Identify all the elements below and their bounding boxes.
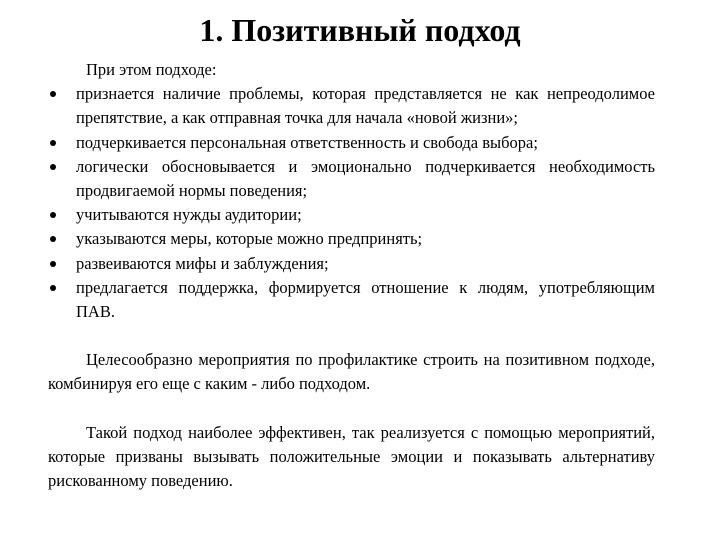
- bullet-item-measures: указываются меры, которые можно предпринять;: [48, 227, 655, 251]
- paragraph-effectiveness: Такой подход наиболее эффективен, так реализуется с помощью мероприятий, которые призваны вызывать положительные эмоции и показывать альтернативу рискованному поведению.: [48, 422, 655, 491]
- bullet-item-support: предлагается поддержка, формируется отношение к людям, употребляющим ПАВ.: [48, 276, 655, 324]
- bullet-item-norm: логически обосновывается и эмоционально подчеркивается необходимость продвигаемой нормы поведения;: [48, 155, 655, 203]
- paragraph-recommendation: Целесообразно мероприятия по профилактике строить на позитивном подходе, комбинируя его еще с каким - либо подходом.: [48, 350, 655, 394]
- bullet-item-problem: признается наличие проблемы, которая представляется не как непреодолимое препятствие, а как отправная точка для начала «новой жизни»;: [48, 82, 655, 130]
- slide-title: 1. Позитивный подход: [199, 12, 521, 48]
- slide-content: [48, 58, 655, 493]
- bullet-item-audience-needs: учитываются нужды аудитории;: [48, 203, 655, 227]
- bullet-list: [48, 82, 655, 324]
- bullet-item-responsibility: подчеркивается персональная ответственность и свобода выбора;: [48, 131, 655, 155]
- intro-text: При этом подходе:: [86, 60, 217, 79]
- bullet-item-myths: развеиваются мифы и заблуждения;: [48, 252, 655, 276]
